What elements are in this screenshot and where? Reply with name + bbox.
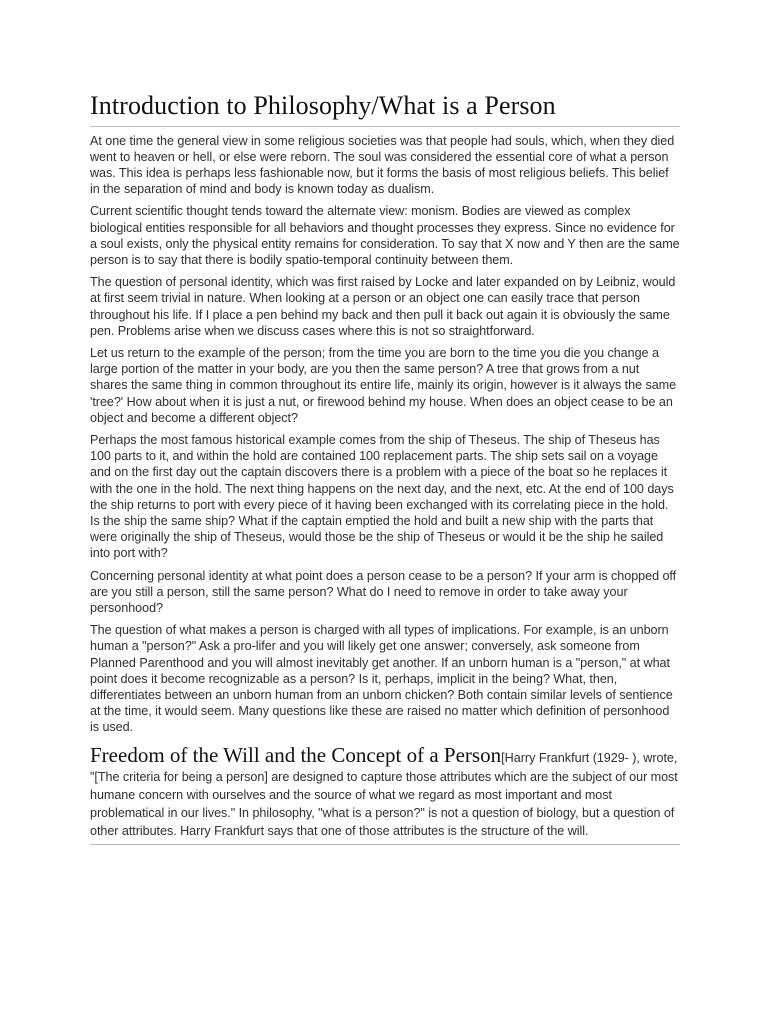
paragraph-ship-of-theseus: Perhaps the most famous historical example comes from the ship of Theseus. The ship of Theseus has 100 parts to it, and within the hold are contained 100 replacement parts. The ship sets sail on a voyage and on the first day out the captain discovers there is a problem with a piece of the boat so he replaces it with the one in the hold. The next thing happens on the next day, and the next, etc. At the end of 100 days the ship returns to port with every piece of it having been exchanged with its correlating piece in the hold. Is the ship the same ship? What if the captain emptied the hold and built a new ship with the parts that were originally the ship of Theseus, would those be the ship of Theseus or would it be the ship he sailed into port with?: [90, 432, 674, 561]
section-body: (1929- ), wrote, "[The criteria for being a person] are designed to capture those attributes which are the subject of our most humane concern with ourselves and the source of what we regard as most important and most problematical in our lives." In philosophy, "what is a person?" is not a question of biology, but a question of other attributes. Harry Frankfurt says that one of those attributes is the structure of the will.: [90, 750, 678, 838]
section-heading: Freedom of the Will and the Concept of a Person: [90, 742, 502, 767]
paragraph-personal-identity: The question of personal identity, which was first raised by Locke and later expanded on by Leibniz, would at first seem trivial in nature. When looking at a person or an object one can easily trace that person throughout his life. If I place a pen behind my back and then pull it back out again it is obviously the same pen. Problems arise when we discuss cases where this is not so straightforward.: [90, 275, 676, 338]
paragraph-monism: Current scientific thought tends toward the alternate view: monism. Bodies are viewed as complex biological entities responsible for all behaviors and thought processes they express. Since no evidence for a soul exists, only the physical entity remains for consideration. To say that X now and Y then are the same person is to say that there is bodily spatio-temporal continuity between them.: [90, 204, 680, 267]
document-page: [90, 90, 680, 845]
page-title: Introduction to Philosophy/What is a Person: [90, 90, 680, 127]
paragraph-implications: The question of what makes a person is charged with all types of implications. For example, is an unborn human a "person?" Ask a pro-lifer and you will likely get one answer; conversely, ask someone from Planned Parenthood and you will almost inevitably get another. If an unborn human is a "person," at what point does it become recognizable as a person? Is it, perhaps, implicit in the being? What, then, differentiates between an unborn human from an unborn chicken? Both contain similar levels of sentience at the time, it would seem. Many questions like these are raised no matter which definition of personhood is used.: [90, 623, 673, 735]
paragraph-cease-to-be-person: Concerning personal identity at what point does a person cease to be a person? If your arm is chopped off are you still a person, still the same person? What do I need to remove in order to take away your personhood?: [90, 568, 677, 615]
paragraph-tree-example: Let us return to the example of the person; from the time you are born to the time you die you change a large portion of the matter in your body, are you then the same person? A tree that grows from a nut shares the same thing in common throughout its entire life, mainly its origin, however is it always the same 'tree?' How about when it is just a nut, or firewood behind my house. When does an object cease to be an object and become a different object?: [90, 345, 677, 425]
section-heading-citation: [Harry Frankfurt: [501, 750, 590, 765]
paragraph-dualism: At one time the general view in some religious societies was that people had souls, which, when they died went to heaven or hell, or else were reborn. The soul was considered the essential core of what a person was. This idea is perhaps less fashionable now, but it forms the basis of most religious beliefs. This belief in the separation of mind and body is known today as dualism.: [90, 133, 675, 197]
section-freedom-of-will: [90, 743, 680, 845]
